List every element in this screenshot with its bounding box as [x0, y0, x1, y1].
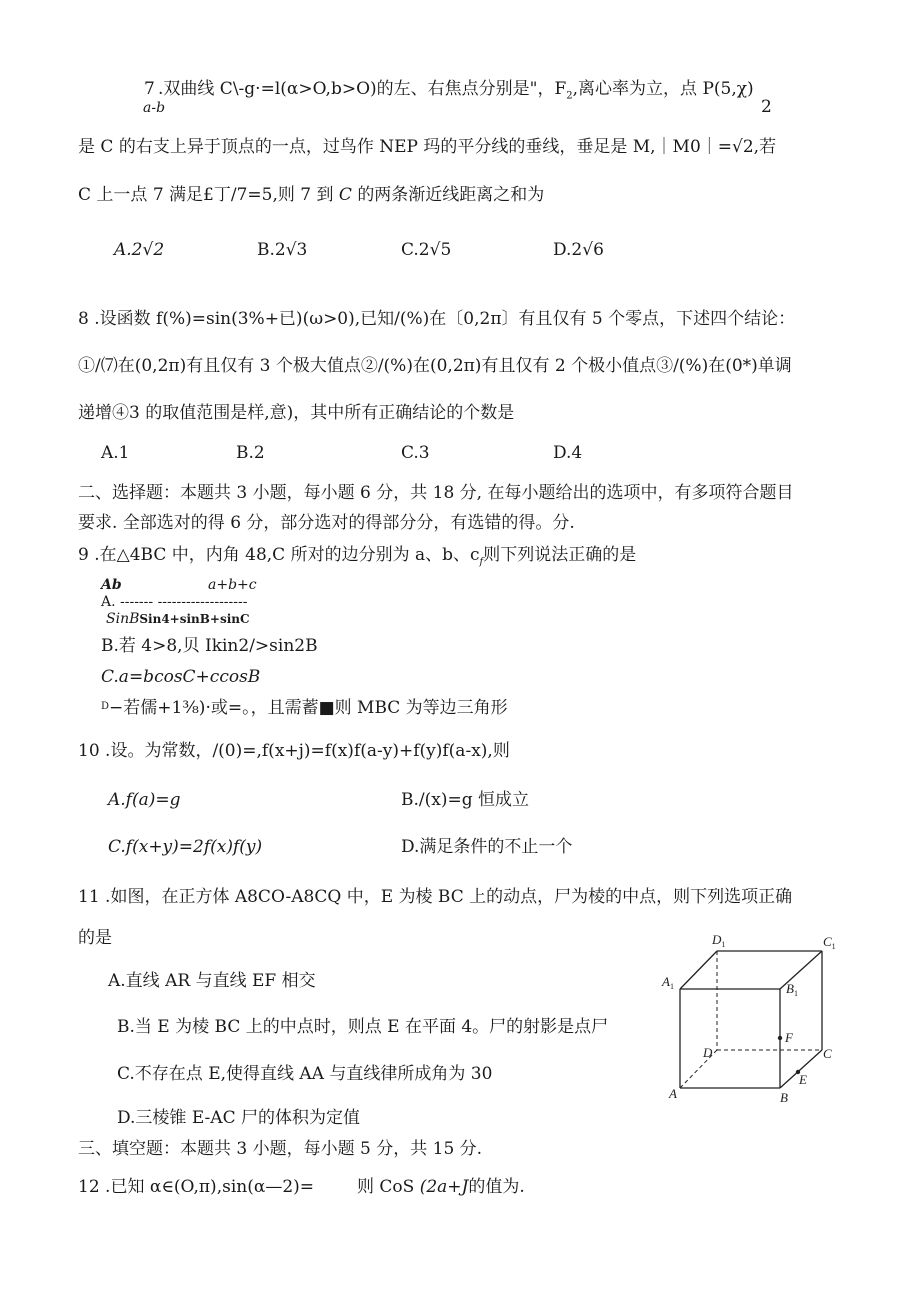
q9-stem: 9 .在△4BC 中，内角 48,C 所对的边分别为 a、b、$c_f$则下列说法正确的是 — [78, 545, 637, 568]
q8-stem-line1: 8 .设函数 f(%)=sin(3%+已)(ω>0),已知/(%)在〔0,2π〕有且仅有 5 个零点，下述四个结论： — [78, 309, 796, 329]
label-a1: $A_1$ — [662, 974, 674, 991]
section2-heading-line2: 要求. 全部选对的得 6 分，部分选对的得部分分，有选错的得。分. — [78, 513, 575, 533]
q12-stem-part1: 12 .已知 α∈(O,π),sin(α—2)= — [78, 1177, 315, 1197]
edge-a1-d1 — [680, 951, 717, 989]
q7-option-c: C.2√5 — [401, 240, 452, 260]
q7-fraction-denominator: a-b — [143, 100, 166, 116]
q11-option-b: B.当 E 为棱 BC 上的中点时，则点 E 在平面 4。尸的射影是点尸 — [117, 1017, 609, 1037]
q10-option-c: C.f(x+y)=2f(x)f(y) — [108, 837, 263, 857]
label-d1: $D_1$ — [712, 932, 726, 949]
q9-option-d: $^D$−若儒+1⅜)·或=。，且需蓄■则 MBC 为等边三角形 — [101, 698, 508, 718]
q10-option-b: B./(x)=g 恒成立 — [401, 790, 530, 810]
q7-number: 7 — [144, 79, 155, 99]
label-c1: $C_1$ — [823, 934, 836, 951]
q9-option-a-numerator-right: a+b+c — [208, 577, 257, 593]
q10-option-a: A.f(a)=g — [108, 790, 181, 810]
q7-option-b: B.2√3 — [257, 240, 308, 260]
q8-option-c: C.3 — [401, 443, 430, 463]
label-b: B — [780, 1090, 788, 1105]
label-f: F — [785, 1030, 793, 1045]
q10-option-d: D.满足条件的不止一个 — [401, 837, 573, 857]
q12-stem-part2: 则 CoS (2a+J的值为. — [357, 1177, 525, 1197]
q7-option-a: A.2√2 — [114, 240, 165, 260]
q7-stem-line2: 是 C 的右支上异于顶点的一点，过鸟作 NEP 玛的平分线的垂线，垂足是 M,｜M0｜=√2,若 — [78, 137, 777, 157]
q8-stem-line2: ①/⑺在(0,2π)有且仅有 3 个极大值点②/(%)在(0,2π)有且仅有 2 个极小值点③/(%)在(0*)单调 — [78, 356, 792, 376]
q8-option-b: B.2 — [236, 443, 265, 463]
q8-option-d: D.4 — [553, 443, 583, 463]
q7-stem-line3: C 上一点 7 满足£丁/7=5,则 7 到 C 的两条渐近线距离之和为 — [78, 185, 545, 205]
label-c: C — [823, 1046, 832, 1061]
section2-heading-line1: 二、选择题：本题共 3 小题，每小题 6 分，共 18 分, 在每小题给出的选项中，有多项符合题目 — [78, 483, 794, 503]
q7-fraction-two: 2 — [761, 97, 772, 117]
label-e: E — [799, 1072, 807, 1087]
q8-stem-line3: 递增④3 的取值范围是样,意)，其中所有正确结论的个数是 — [78, 403, 515, 423]
q11-stem-line1: 11 .如图，在正方体 A8CO-A8CQ 中，E 为棱 BC 上的动点，尸为棱的中点，则下列选项正确 — [78, 887, 793, 907]
point-f — [778, 1036, 782, 1040]
label-a: A — [669, 1086, 677, 1101]
q10-stem: 10 .设。为常数，/(0)=,f(x+j)=f(x)f(a-y)+f(y)f(a-x),则 — [78, 741, 510, 761]
q8-option-a: A.1 — [101, 443, 130, 463]
q9-option-b: B.若 4>8,贝 Ikin2/>sin2B — [101, 636, 318, 656]
q9-option-a-numerator-left: Ab — [101, 577, 122, 593]
cube-figure — [660, 930, 850, 1110]
q11-option-d: D.三棱锥 E-AC 尸的体积为定值 — [117, 1108, 360, 1128]
q9-option-c: C.a=bcosC+ccosB — [101, 667, 261, 687]
q11-option-c: C.不存在点 E,使得直线 AA 与直线律所成角为 30 — [117, 1064, 493, 1084]
q11-option-a: A.直线 AR 与直线 EF 相交 — [108, 971, 316, 991]
q9-option-a-fraction-bars: A. ------- ------------------- — [101, 594, 248, 610]
section3-heading: 三、填空题：本题共 3 小题，每小题 5 分，共 15 分. — [78, 1139, 483, 1159]
q11-stem-line2: 的是 — [78, 928, 112, 948]
label-d: D — [703, 1045, 713, 1060]
q9-option-a-denominator: SinBSin4+sinB+sinC — [106, 611, 250, 627]
label-b1: $B_1$ — [786, 981, 798, 998]
q7-stem-line1: .双曲线 C\-g·=l(α>O,b>O)的左、右焦点分别是"，$F_2$,离心率为立，点 P(5,χ) — [158, 79, 754, 102]
q7-option-d: D.2√6 — [553, 240, 604, 260]
